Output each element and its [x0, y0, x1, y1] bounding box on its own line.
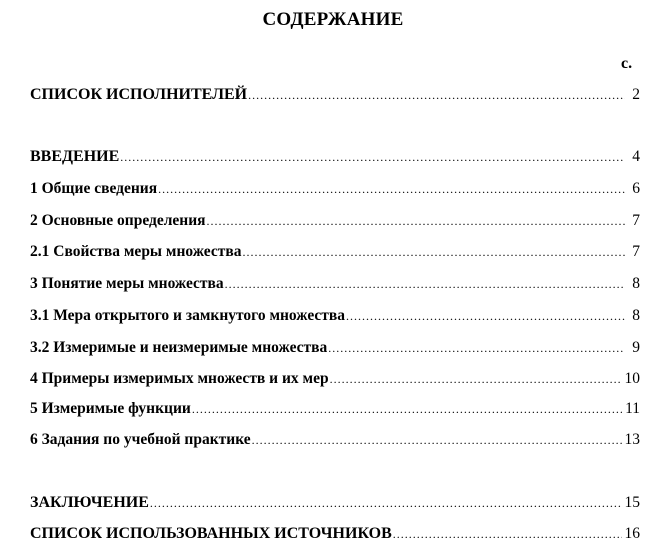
toc-entry-page: 13: [624, 431, 640, 448]
toc-entry-label: 6 Задания по учебной практике: [30, 431, 251, 448]
toc-entry-section-6: [30, 431, 640, 453]
toc-entry-section-3: [30, 275, 640, 297]
toc-entry-label: ВВЕДЕНИЕ: [30, 148, 120, 165]
toc-entry-section-4: [30, 370, 640, 392]
page-title: СОДЕРЖАНИЕ: [262, 9, 404, 30]
dot-leader: [328, 341, 625, 356]
dot-leader: [252, 433, 622, 448]
toc-entry-page: 7: [632, 243, 640, 260]
dot-leader: [242, 245, 625, 260]
toc-entry-page: 8: [632, 275, 640, 292]
toc-entry-page: 15: [624, 494, 640, 511]
toc-entry-label: СПИСОК ИСПОЛЬЗОВАННЫХ ИСТОЧНИКОВ: [30, 525, 392, 542]
toc-entry-label: 1 Общие сведения: [30, 180, 158, 197]
toc-entry-introduction: [30, 148, 640, 170]
dot-leader: [150, 496, 622, 511]
toc-entry-label: 2.1 Свойства меры множества: [30, 243, 242, 260]
toc-entry-label: 5 Измеримые функции: [30, 400, 191, 417]
toc-entry-page: 9: [632, 339, 640, 356]
dot-leader: [207, 214, 625, 229]
page-column-label: с.: [621, 55, 633, 72]
toc-entry-label: 4 Примеры измеримых множеств и их мер: [30, 370, 329, 387]
toc-entry-page: 8: [632, 307, 640, 324]
toc-entry-references: [30, 525, 640, 547]
toc-entry-label: 3 Понятие меры множества: [30, 275, 224, 292]
toc-entry-page: 4: [632, 148, 640, 165]
toc-entry-conclusion: [30, 494, 640, 516]
toc-entry-section-3-2: [30, 339, 640, 361]
dot-leader: [192, 402, 622, 417]
toc-entry-section-1: [30, 180, 640, 202]
dot-leader: [225, 277, 625, 292]
dot-leader: [346, 309, 625, 324]
toc-entry-page: 7: [632, 212, 640, 229]
toc-entry-section-5: [30, 400, 640, 422]
toc-entry-label: ЗАКЛЮЧЕНИЕ: [30, 494, 149, 511]
toc-entry-label: 3.1 Мера открытого и замкнутого множества: [30, 307, 346, 324]
toc-entry-label: 3.2 Измеримые и неизмеримые множества: [30, 339, 328, 356]
toc-entry-page: 6: [632, 180, 640, 197]
toc-entry-section-3-1: [30, 307, 640, 329]
toc-entry-section-2-1: [30, 243, 640, 265]
dot-leader: [330, 372, 622, 387]
toc-entry-contributors: [30, 86, 640, 108]
toc-entry-label: 2 Основные определения: [30, 212, 206, 229]
toc-entry-page: 2: [632, 86, 640, 103]
toc-entry-label: СПИСОК ИСПОЛНИТЕЛЕЙ: [30, 86, 248, 103]
toc-entry-page: 16: [624, 525, 640, 542]
toc-entry-section-2: [30, 212, 640, 234]
toc-entry-page: 11: [625, 400, 640, 417]
toc-entry-page: 10: [624, 370, 640, 387]
dot-leader: [393, 527, 622, 542]
dot-leader: [120, 150, 625, 165]
dot-leader: [248, 88, 625, 103]
dot-leader: [158, 182, 625, 197]
